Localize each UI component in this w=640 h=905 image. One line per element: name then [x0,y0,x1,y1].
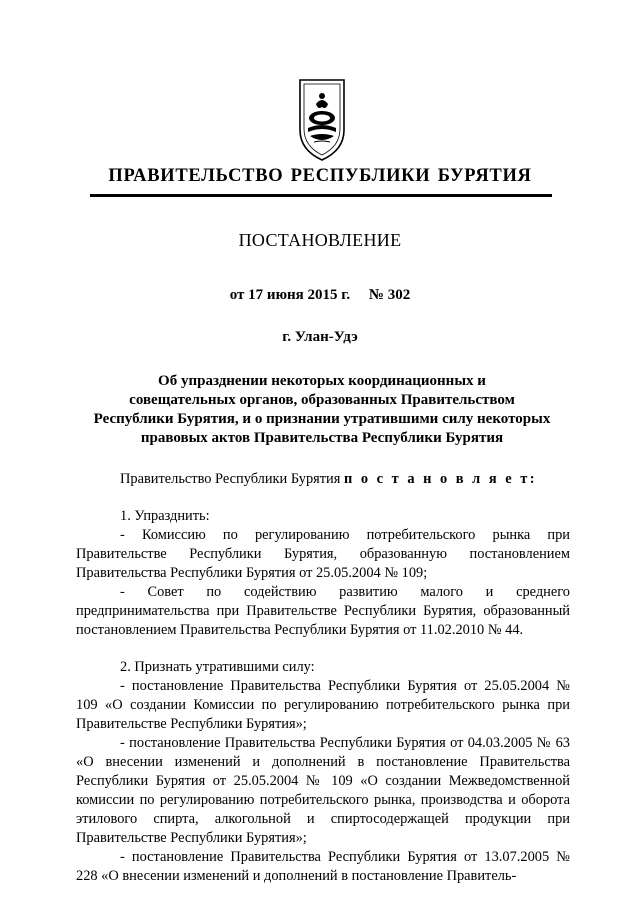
document-title [90,372,554,448]
preamble-verb: п о с т а н о в л я е т: [343,471,538,487]
title-line: совещательных органов, образованных Правительством [129,392,515,408]
item2-a: - постановление Правительства Республики Бурятия от 25.05.2004 № 109 «О создании Комиссии по регулированию потребительского рынка при Правительстве Республики Бурятия»; [76,678,570,732]
item2-c: - постановление Правительства Республики Бурятия от 13.07.2005 № 228 «О внесении изменений и дополнений в постановление Правитель- [76,849,570,884]
item2-b: - постановление Правительства Республики Бурятия от 04.03.2005 № 63 «О внесении изменений и дополнений в постановление Правительства Республики Бурятия от 25.05.2004 № 109 «О создании Межведомственной комиссии по регулированию потребительского рынка, производства и оборота этилового спирта, алкогольной и спиртосодержащей продукции при Правительстве Республики Бурятия»; [76,735,570,846]
title-line: Об упразднении некоторых координационных и [158,373,486,389]
item1-b: - Совет по содействию развитию малого и среднего предпринимательства при Правительстве Республики Бурятия, образованный постановлением Правительства Республики Бурятия от 11.02.2010 № 44. [76,584,570,638]
organization-name: ПРАВИТЕЛЬСТВО РЕСПУБЛИКИ БУРЯТИЯ [108,166,532,186]
title-line: правовых актов Правительства Республики Бурятия [140,430,504,446]
buryatia-coat-of-arms-icon [296,76,348,162]
date-and-number: от 17 июня 2015 г. № 302 [229,287,411,303]
preamble-lead: Правительство Республики Бурятия [120,471,341,487]
item1-heading: 1. Упразднить: [120,508,210,524]
document-body [76,470,570,886]
preamble [76,470,570,489]
title-line: Республики Бурятия, и о признании утратившими силу некоторых [93,411,551,427]
item2-heading: 2. Признать утратившими силу: [120,659,315,675]
city: г. Улан-Удэ [282,329,358,345]
item1-a: - Комиссию по регулированию потребительского рынка при Правительстве Республики Бурятия, образованную постановлением Правительства Республики Бурятия от 25.05.2004 № 109; [76,527,570,581]
header-divider [90,194,552,197]
document-type: ПОСТАНОВЛЕНИЕ [238,230,402,250]
